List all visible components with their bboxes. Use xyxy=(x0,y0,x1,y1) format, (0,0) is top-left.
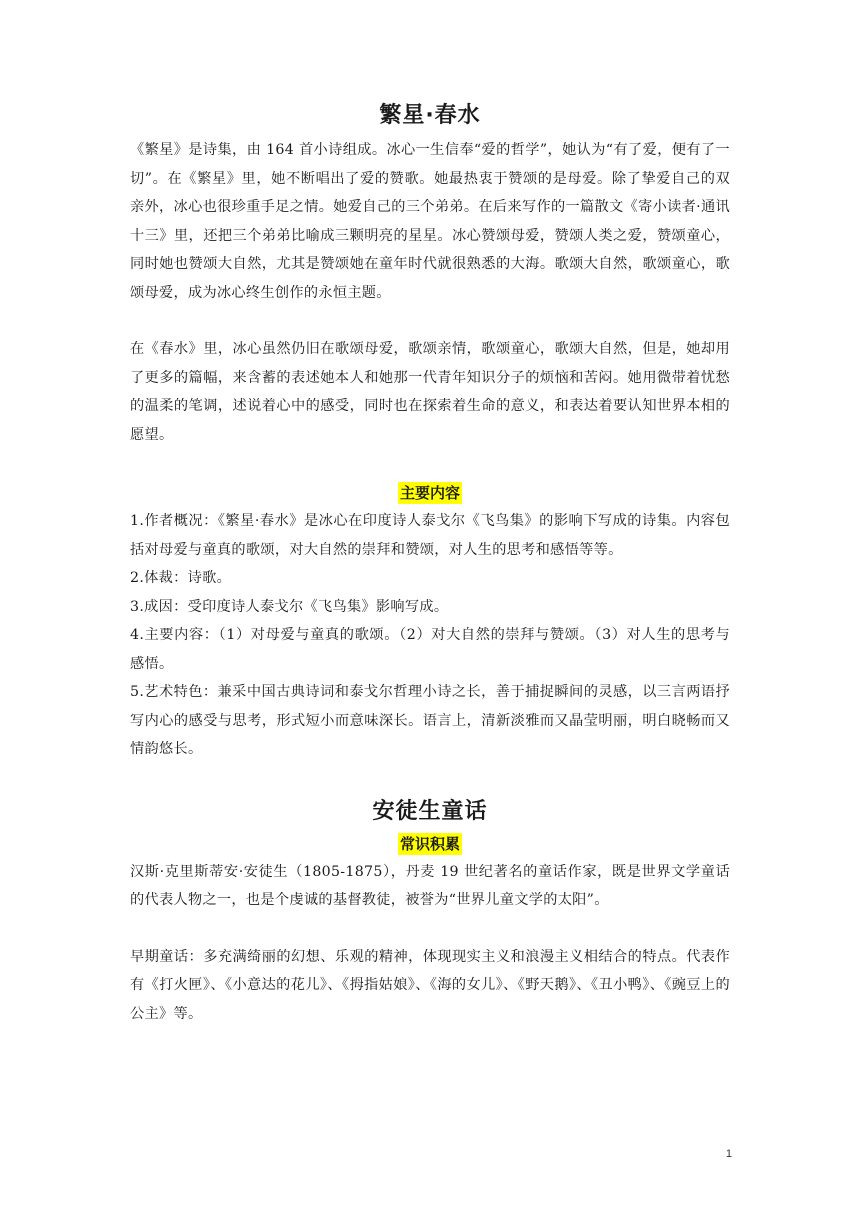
subheading-knowledge-wrap xyxy=(130,830,730,858)
subheading-main-content: 主要内容 xyxy=(399,484,460,502)
list-item-origin: 3.成因：受印度诗人泰戈尔《飞鸟集》影响写成。 xyxy=(130,598,449,615)
spacer xyxy=(130,764,730,792)
document-page xyxy=(130,100,730,1028)
subheading-knowledge: 常识积累 xyxy=(399,834,460,853)
list-item-art-features: 5.艺术特色：兼采中国古典诗词和泰戈尔哲理小诗之长，善于捕捉瞬间的灵感，以三言两语抒写内心的感受与思考，形式短小而意味深长。语言上，清新淡雅而又晶莹明丽，明白晓畅而又情韵悠长。 xyxy=(130,684,730,757)
spacer xyxy=(130,449,730,479)
paragraph-andersen-bio: 汉斯·克里斯蒂安·安徒生（1805-1875），丹麦 19 世纪著名的童话作家，既是世界文学童话的代表人物之一，也是个虔诚的基督教徒，被誉为“世界儿童文学的太阳”。 xyxy=(130,863,730,908)
spacer xyxy=(130,307,730,335)
section-title-fanxing-chunshui: 繁星·春水 xyxy=(379,103,481,128)
list-item-content: 4.主要内容：（1）对母爱与童真的歌颂。（2）对大自然的崇拜与赞颂。（3）对人生的思考与感悟。 xyxy=(130,627,730,672)
subheading-main-content-wrap xyxy=(130,479,730,507)
section-title-andersen: 安徒生童话 xyxy=(372,798,488,824)
list-item-author: 1.作者概况：《繁星·春水》是冰心在印度诗人泰戈尔《飞鸟集》的影响下写成的诗集。内容包括对母爱与童真的歌颂，对大自然的崇拜和赞颂，对人生的思考和感悟等等。 xyxy=(130,513,730,558)
page-number: 1 xyxy=(725,1148,732,1160)
list-item-genre: 2.体裁：诗歌。 xyxy=(130,570,232,586)
paragraph-chunshui-intro: 在《春水》里，冰心虽然仍旧在歌颂母爱，歌颂亲情，歌颂童心，歌颂大自然，但是，她却用了更多的篇幅，来含蓄的表述她本人和她那一代青年知识分子的烦恼和苦闷。她用微带着忧愁的温柔的笔调，述说着心中的感受，同时也在探索着生命的意义，和表达着要认知世界本相的愿望。 xyxy=(130,341,730,443)
spacer xyxy=(130,915,730,943)
paragraph-early-tales: 早期童话：多充满绮丽的幻想、乐观的精神，体现现实主义和浪漫主义相结合的特点。代表作有《打火匣》、《小意达的花儿》、《拇指姑娘》、《海的女儿》、《野天鹅》、《丑小鸭》、《豌豆上的公主》等。 xyxy=(130,948,730,1022)
paragraph-fanxing-intro: 《繁星》是诗集，由 164 首小诗组成。冰心一生信奉“爱的哲学”，她认为“有了爱，便有了一切”。在《繁星》里，她不断唱出了爱的赞歌。她最热衷于赞颂的是母爱。除了挚爱自己的双亲外，冰心也很珍重手足之情。她爱自己的三个弟弟。在后来写作的一篇散文《寄小读者·通讯十三》里，还把三个弟弟比喻成三颗明亮的星星。冰心赞颂母爱，赞颂人类之爱，赞颂童心，同时她也赞颂大自然，尤其是赞颂她在童年时代就很熟悉的大海。歌颂大自然，歌颂童心，歌颂母爱，成为冰心终生创作的永恒主题。 xyxy=(130,142,730,301)
